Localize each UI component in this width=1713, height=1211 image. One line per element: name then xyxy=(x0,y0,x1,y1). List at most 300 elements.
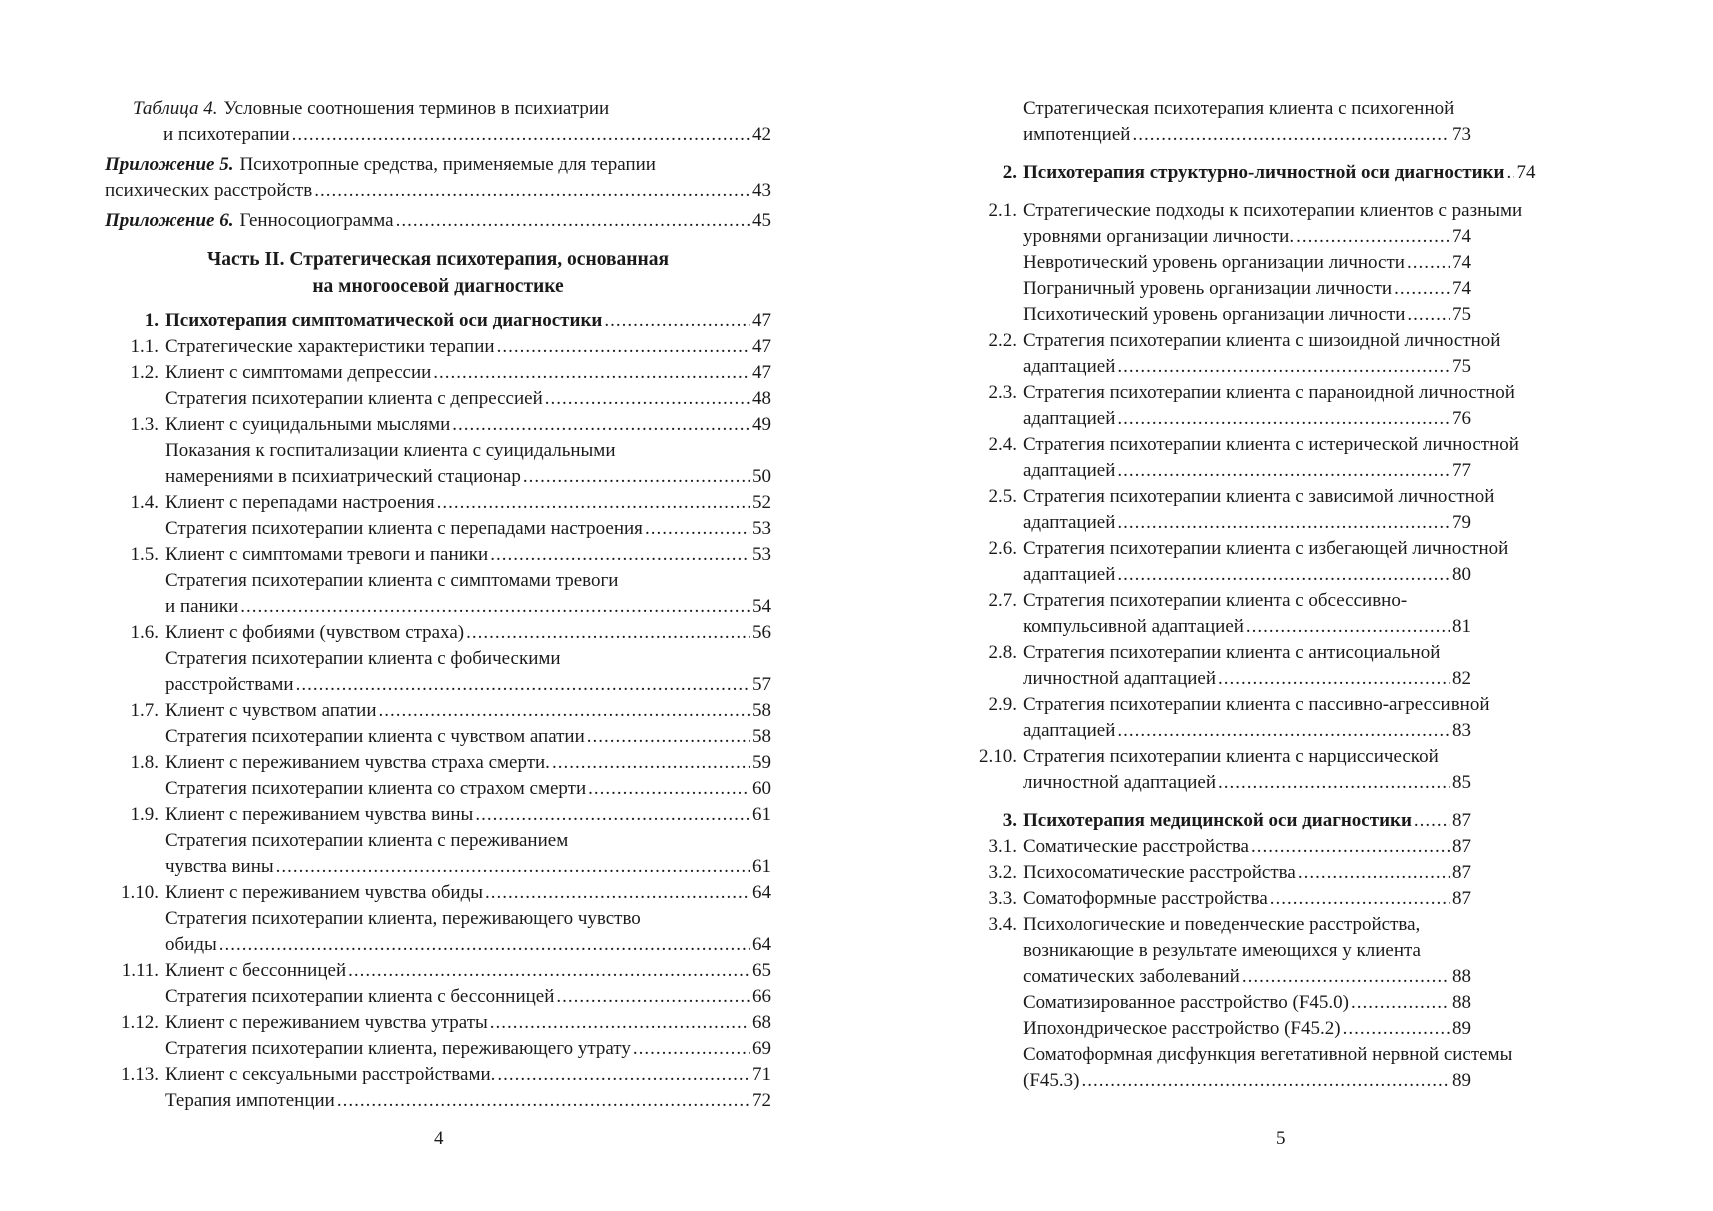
toc-line xyxy=(165,490,771,516)
toc-entry-text: возникающие в результате имеющихся у клиента xyxy=(1023,940,1421,961)
toc-line xyxy=(1023,380,1515,406)
dot-leader xyxy=(1218,770,1450,796)
toc-entry xyxy=(951,160,1536,186)
dot-leader xyxy=(1218,666,1450,692)
dot-leader xyxy=(1270,886,1450,912)
dot-leader xyxy=(1251,834,1450,860)
toc-entry-text: Психотерапия структурно-личностной оси диагностики xyxy=(1023,162,1505,183)
toc-entry-text: (F45.3) xyxy=(1023,1070,1080,1091)
toc-entry-number xyxy=(105,724,165,750)
toc-entry xyxy=(105,802,771,828)
dot-leader xyxy=(497,1062,750,1088)
toc-line xyxy=(133,96,771,122)
toc-entry xyxy=(951,860,1471,886)
toc-entry-text: Стратегия психотерапии клиента с антисоциальной xyxy=(1023,642,1441,663)
toc-line xyxy=(165,724,771,750)
toc-line xyxy=(1023,160,1536,186)
dot-leader xyxy=(1298,860,1450,886)
toc-entry-number xyxy=(105,1036,165,1062)
toc-line xyxy=(1023,328,1501,354)
toc-page-number: 77 xyxy=(1452,460,1471,481)
table-of-contents-left xyxy=(105,96,771,1114)
toc-entry-text: Стратегия психотерапии клиента с бессонницей xyxy=(165,986,555,1007)
toc-entry-number: 1.8. xyxy=(130,752,159,773)
toc-page-number: 56 xyxy=(752,622,771,643)
toc-entry-number: 2.1. xyxy=(988,200,1017,221)
toc-line xyxy=(1023,198,1523,224)
toc-page-number: 42 xyxy=(752,124,771,145)
toc-line xyxy=(1023,224,1471,250)
toc-line xyxy=(165,906,771,932)
toc-entry xyxy=(105,386,771,412)
toc-entry-text: Стратегия психотерапии клиента, переживающего чувство xyxy=(165,908,641,929)
toc-entry-body xyxy=(165,360,771,386)
dot-leader xyxy=(296,672,750,698)
toc-entry-text: Психотропные средства, применяемые для терапии xyxy=(239,154,656,175)
toc-entry xyxy=(951,744,1471,796)
toc-entry xyxy=(951,990,1471,1016)
toc-entry-body xyxy=(165,620,771,646)
toc-line xyxy=(1023,964,1471,990)
toc-line xyxy=(1023,860,1471,886)
toc-line xyxy=(1023,1016,1471,1042)
toc-entry-text: Стратегия психотерапии клиента с симптомами тревоги xyxy=(165,570,619,591)
toc-entry-text: Стратегия психотерапии клиента с пассивно-агрессивной xyxy=(1023,694,1490,715)
toc-entry-text: Психотерапия медицинской оси диагностики xyxy=(1023,810,1412,831)
dot-leader xyxy=(396,208,750,234)
toc-entry-number xyxy=(951,1016,1023,1042)
toc-entry xyxy=(951,588,1471,640)
toc-entry-body xyxy=(1023,198,1523,250)
toc-entry-number: 2.10. xyxy=(979,746,1017,767)
toc-page-number: 50 xyxy=(752,466,771,487)
toc-entry xyxy=(951,484,1495,536)
toc-entry-body xyxy=(1023,886,1471,912)
dot-leader xyxy=(276,854,750,880)
toc-entry-body xyxy=(165,802,771,828)
toc-entry-text: адаптацией xyxy=(1023,564,1116,585)
toc-page-number: 43 xyxy=(752,180,771,201)
toc-entry-body xyxy=(165,724,771,750)
toc-entry-text: адаптацией xyxy=(1023,356,1116,377)
toc-line xyxy=(1023,122,1471,148)
toc-entry-number: 3.2. xyxy=(988,862,1017,883)
toc-entry-body xyxy=(1023,302,1471,328)
toc-entry-text: Соматоформные расстройства xyxy=(1023,888,1268,909)
appendix-label: Приложение 6. xyxy=(105,210,234,231)
toc-line xyxy=(133,122,771,148)
toc-line xyxy=(105,178,771,204)
toc-entry-text: и паники xyxy=(165,596,239,617)
toc-entry-body xyxy=(165,386,771,412)
toc-entry-body xyxy=(1023,380,1515,432)
toc-line xyxy=(1023,666,1471,692)
dot-leader xyxy=(587,724,750,750)
toc-entry-text: Соматические расстройства xyxy=(1023,836,1249,857)
toc-line xyxy=(165,984,771,1010)
toc-entry-number: 1.5. xyxy=(130,544,159,565)
toc-line xyxy=(165,1062,771,1088)
toc-entry xyxy=(951,96,1471,148)
toc-entry-body xyxy=(1023,536,1509,588)
dot-leader xyxy=(604,308,750,334)
toc-entry-body xyxy=(165,412,771,438)
toc-entry-number: 3. xyxy=(1002,810,1017,831)
toc-entry-number: 1.13. xyxy=(121,1064,159,1085)
dot-leader xyxy=(588,776,750,802)
toc-entry-number: 2. xyxy=(1002,162,1017,183)
toc-entry-number xyxy=(105,646,165,698)
toc-entry xyxy=(105,1062,771,1088)
dot-leader xyxy=(1117,458,1450,484)
toc-entry-number: 1.3. xyxy=(130,414,159,435)
toc-entry-text: Стратегия психотерапии клиента, переживающего утрату xyxy=(165,1038,631,1059)
toc-entry xyxy=(105,646,771,698)
toc-entry-number xyxy=(105,984,165,1010)
toc-page-number: 80 xyxy=(1452,564,1471,585)
toc-entry-number xyxy=(951,276,1023,302)
toc-entry-number: 1.7. xyxy=(130,700,159,721)
toc-entry-number xyxy=(951,990,1023,1016)
toc-entry-text: Клиент с перепадами настроения xyxy=(165,492,435,513)
appendix-label: Приложение 5. xyxy=(105,154,234,175)
toc-entry-text: Соматоформная дисфункция вегетативной нервной системы xyxy=(1023,1044,1513,1065)
toc-line xyxy=(165,1088,771,1114)
toc-entry xyxy=(951,886,1471,912)
dot-leader xyxy=(490,542,750,568)
toc-entry xyxy=(105,360,771,386)
dot-leader xyxy=(645,516,750,542)
toc-line xyxy=(1023,614,1471,640)
toc-line xyxy=(165,386,771,412)
toc-entry-text: Клиент с переживанием чувства утраты xyxy=(165,1012,488,1033)
toc-entry-body xyxy=(1023,160,1536,186)
toc-entry-text: адаптацией xyxy=(1023,408,1116,429)
dot-leader xyxy=(490,1010,750,1036)
dot-leader xyxy=(1117,510,1450,536)
toc-page-number: 53 xyxy=(752,518,771,539)
dot-leader xyxy=(633,1036,750,1062)
toc-entry xyxy=(105,568,771,620)
toc-entry-body xyxy=(165,646,771,698)
dot-leader xyxy=(1242,964,1450,990)
toc-page-number: 85 xyxy=(1452,772,1471,793)
toc-page-number: 74 xyxy=(1452,252,1471,273)
toc-entry xyxy=(951,834,1471,860)
toc-page-number: 68 xyxy=(752,1012,771,1033)
toc-page-number: 79 xyxy=(1452,512,1471,533)
toc-entry xyxy=(105,620,771,646)
toc-line xyxy=(165,542,771,568)
appendix-entry xyxy=(105,96,771,148)
toc-entry-text: Соматизированное расстройство (F45.0) xyxy=(1023,992,1349,1013)
toc-page-number: 54 xyxy=(752,596,771,617)
table-of-contents-right xyxy=(951,96,1536,1094)
toc-page-number: 47 xyxy=(752,310,771,331)
toc-entry-body xyxy=(165,1010,771,1036)
toc-entry-text: Клиент с симптомами тревоги и паники xyxy=(165,544,489,565)
toc-entry-text: личностной адаптацией xyxy=(1023,772,1217,793)
dot-leader xyxy=(314,178,750,204)
toc-line xyxy=(165,698,771,724)
toc-entry-text: Стратегия психотерапии клиента со страхом смерти xyxy=(165,778,587,799)
toc-entry xyxy=(951,692,1490,744)
toc-entries xyxy=(951,96,1536,1094)
toc-entry-text: психических расстройств xyxy=(105,180,313,201)
toc-entry xyxy=(951,250,1471,276)
toc-entry-body xyxy=(1023,276,1471,302)
toc-entry-body xyxy=(1023,250,1471,276)
dot-leader xyxy=(1351,990,1450,1016)
toc-entry-body xyxy=(165,490,771,516)
toc-entry xyxy=(105,880,771,906)
toc-entry-body xyxy=(1023,96,1471,148)
toc-entry-text: адаптацией xyxy=(1023,460,1116,481)
toc-line xyxy=(1023,808,1471,834)
toc-entry-body xyxy=(1023,834,1471,860)
toc-page-number: 87 xyxy=(1452,862,1471,883)
toc-line xyxy=(1023,770,1471,796)
toc-page-number: 61 xyxy=(752,804,771,825)
toc-line xyxy=(105,152,771,178)
toc-entry-text: Клиент с симптомами депрессии xyxy=(165,362,432,383)
toc-entry-number xyxy=(105,1088,165,1114)
toc-line xyxy=(1023,718,1471,744)
dot-leader xyxy=(292,122,750,148)
toc-entry-text: уровнями организации личности. xyxy=(1023,226,1295,247)
toc-entry xyxy=(105,1088,771,1114)
toc-line xyxy=(165,412,771,438)
toc-line xyxy=(165,1010,771,1036)
toc-entry-number: 1.11. xyxy=(121,960,159,981)
toc-line xyxy=(165,620,771,646)
toc-entry-text: импотенцией xyxy=(1023,124,1131,145)
toc-page-number: 60 xyxy=(752,778,771,799)
toc-entry-text: Психологические и поведенческие расстройства, xyxy=(1023,914,1421,935)
toc-entry-number xyxy=(105,516,165,542)
toc-line xyxy=(165,438,771,464)
toc-line xyxy=(165,646,771,672)
toc-page-number: 88 xyxy=(1452,966,1471,987)
toc-entry-text: Стратегия психотерапии клиента с перепадами настроения xyxy=(165,518,643,539)
toc-page-number: 74 xyxy=(1516,162,1536,183)
toc-entry-body xyxy=(165,828,771,880)
toc-line xyxy=(165,880,771,906)
toc-entry-body xyxy=(165,542,771,568)
toc-entry-text: адаптацией xyxy=(1023,720,1116,741)
toc-entry-body xyxy=(1023,990,1471,1016)
toc-entry-text: Стратегическая психотерапия клиента с психогенной xyxy=(1023,98,1455,119)
toc-entry-number xyxy=(105,906,165,958)
toc-entry-number: 2.4. xyxy=(988,434,1017,455)
toc-entry-body xyxy=(165,776,771,802)
toc-line xyxy=(1023,250,1471,276)
toc-entry-number xyxy=(951,1042,1023,1094)
toc-entry-text: Стратегические подходы к психотерапии клиентов с разными xyxy=(1023,200,1523,221)
toc-entry-body xyxy=(1023,484,1495,536)
toc-entry xyxy=(105,516,771,542)
dot-leader xyxy=(552,750,750,776)
toc-line xyxy=(1023,886,1471,912)
toc-page-number: 81 xyxy=(1452,616,1471,637)
toc-entry-number: 1. xyxy=(144,310,159,331)
toc-entry-number: 2.5. xyxy=(988,486,1017,507)
toc-entry xyxy=(951,302,1471,328)
toc-page-number: 57 xyxy=(752,674,771,695)
dot-leader xyxy=(466,620,750,646)
dot-leader xyxy=(1343,1016,1450,1042)
toc-page-number: 47 xyxy=(752,362,771,383)
toc-page-number: 82 xyxy=(1452,668,1471,689)
toc-entry-body xyxy=(105,208,771,234)
toc-entry-text: компульсивной адаптацией xyxy=(1023,616,1244,637)
part-heading xyxy=(105,246,771,300)
toc-page-number: 52 xyxy=(752,492,771,513)
toc-entry-number: 3.4. xyxy=(988,914,1017,935)
toc-entry-text: Клиент с переживанием чувства обиды xyxy=(165,882,484,903)
toc-entry-number: 2.7. xyxy=(988,590,1017,611)
toc-line xyxy=(1023,640,1471,666)
toc-page-number: 69 xyxy=(752,1038,771,1059)
toc-line xyxy=(165,464,771,490)
toc-entry-body xyxy=(165,1036,771,1062)
toc-entry xyxy=(105,308,771,334)
toc-entry-body xyxy=(1023,912,1471,990)
toc-line xyxy=(165,360,771,386)
toc-line xyxy=(1023,96,1471,122)
toc-line xyxy=(1023,588,1471,614)
toc-entry-number xyxy=(105,568,165,620)
appendix-entry xyxy=(105,208,771,234)
toc-page-number: 58 xyxy=(752,726,771,747)
toc-entry xyxy=(951,276,1471,302)
dot-leader xyxy=(1117,718,1450,744)
toc-entry-number: 3.3. xyxy=(988,888,1017,909)
toc-entry-text: Стратегия психотерапии клиента с истерической личностной xyxy=(1023,434,1519,455)
toc-entry-text: Пограничный уровень организации личности xyxy=(1023,278,1393,299)
toc-line xyxy=(165,932,771,958)
toc-entry-text: соматических заболеваний xyxy=(1023,966,1240,987)
toc-line xyxy=(1023,432,1519,458)
toc-entry xyxy=(951,1042,1513,1094)
toc-page-number: 48 xyxy=(752,388,771,409)
toc-page-number: 74 xyxy=(1452,278,1471,299)
toc-page-number: 71 xyxy=(752,1064,771,1085)
toc-entry-text: Ипохондрическое расстройство (F45.2) xyxy=(1023,1018,1341,1039)
toc-entry-text: Клиент с суицидальными мыслями xyxy=(165,414,451,435)
toc-line xyxy=(1023,834,1471,860)
toc-entry xyxy=(105,958,771,984)
toc-entry xyxy=(105,1010,771,1036)
dot-leader xyxy=(1414,808,1450,834)
toc-entry-text: Стратегия психотерапии клиента с параноидной личностной xyxy=(1023,382,1515,403)
toc-entry xyxy=(951,198,1523,250)
page-number: 5 xyxy=(1276,1128,1286,1149)
toc-page-number: 59 xyxy=(752,752,771,773)
toc-entry xyxy=(951,380,1515,432)
toc-entry xyxy=(105,542,771,568)
toc-entry-text: Стратегия психотерапии клиента с обсессивно- xyxy=(1023,590,1408,611)
dot-leader xyxy=(1506,160,1514,186)
toc-entry-body xyxy=(1023,860,1471,886)
toc-line xyxy=(165,958,771,984)
toc-line xyxy=(1023,354,1471,380)
page-number: 4 xyxy=(434,1128,444,1149)
toc-entry-text: Стратегия психотерапии клиента с фобическими xyxy=(165,648,561,669)
toc-page-number: 87 xyxy=(1452,810,1471,831)
dot-leader xyxy=(348,958,750,984)
toc-entry-text: Психотический уровень организации личности xyxy=(1023,304,1406,325)
toc-line xyxy=(165,776,771,802)
toc-line xyxy=(165,516,771,542)
toc-entry-text: Клиент с чувством апатии xyxy=(165,700,377,721)
toc-page-number: 88 xyxy=(1452,992,1471,1013)
toc-line xyxy=(1023,938,1471,964)
toc-entry-text: Терапия импотенции xyxy=(165,1090,335,1111)
toc-entry-number: 1.2. xyxy=(130,362,159,383)
toc-page-number: 74 xyxy=(1452,226,1471,247)
toc-line xyxy=(1023,484,1495,510)
toc-line xyxy=(105,208,771,234)
toc-entry-body xyxy=(165,1088,771,1114)
toc-entry-text: Условные соотношения терминов в психиатрии xyxy=(223,98,610,119)
toc-entry xyxy=(951,328,1501,380)
toc-line xyxy=(1023,510,1471,536)
toc-entry-number xyxy=(951,250,1023,276)
toc-line xyxy=(165,594,771,620)
toc-line xyxy=(165,672,771,698)
toc-entry-number: 1.12. xyxy=(121,1012,159,1033)
toc-entry xyxy=(105,412,771,438)
toc-entry-text: чувства вины xyxy=(165,856,274,877)
toc-page-number: 83 xyxy=(1452,720,1471,741)
dot-leader xyxy=(1394,276,1450,302)
dot-leader xyxy=(523,464,750,490)
toc-page-number: 61 xyxy=(752,856,771,877)
toc-entry-body xyxy=(165,568,771,620)
toc-line xyxy=(165,308,771,334)
dot-leader xyxy=(1407,250,1450,276)
dot-leader xyxy=(433,360,750,386)
toc-entry xyxy=(951,808,1471,834)
toc-entry-text: Клиент с переживанием чувства страха смерти. xyxy=(165,752,550,773)
toc-entry-text: Стратегия психотерапии клиента с нарциссической xyxy=(1023,746,1439,767)
toc-entry-body xyxy=(105,152,771,204)
toc-entry-body xyxy=(1023,1016,1471,1042)
toc-entry-body xyxy=(165,438,771,490)
dot-leader xyxy=(1081,1068,1450,1094)
dot-leader xyxy=(219,932,750,958)
toc-entry-text: Клиент с бессонницей xyxy=(165,960,347,981)
toc-entry-number: 2.8. xyxy=(988,642,1017,663)
dot-leader xyxy=(240,594,750,620)
toc-line xyxy=(1023,692,1490,718)
right-page xyxy=(856,0,1713,1211)
dot-leader xyxy=(475,802,750,828)
toc-entry xyxy=(105,698,771,724)
toc-entry-text: адаптацией xyxy=(1023,512,1116,533)
toc-page-number: 47 xyxy=(752,336,771,357)
toc-entry-number: 1.4. xyxy=(130,492,159,513)
toc-page-number: 89 xyxy=(1452,1018,1471,1039)
toc-entry xyxy=(105,334,771,360)
toc-entry-number: 2.3. xyxy=(988,382,1017,403)
toc-entry-text: Стратегические характеристики терапии xyxy=(165,336,495,357)
toc-entry-body xyxy=(165,750,771,776)
toc-page-number: 58 xyxy=(752,700,771,721)
toc-entry xyxy=(951,912,1471,990)
toc-entry-body xyxy=(1023,640,1471,692)
